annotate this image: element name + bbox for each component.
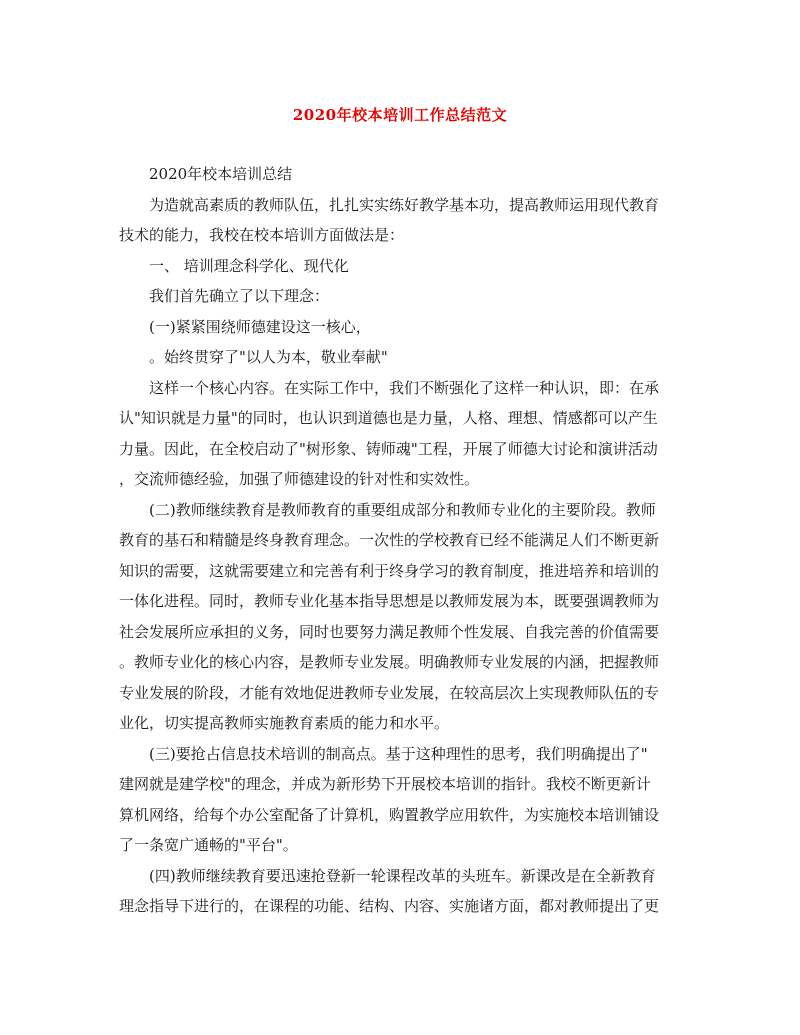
text-line: ，交流师德经验，加强了师德建设的针对性和实效性。 — [119, 470, 480, 488]
text-line: 一体化进程。同时，教师专业化基本指导思想是以教师发展为本，既要强调教师为 — [119, 592, 660, 610]
text-line: (二)教师继续教育是教师教育的重要组成部分和教师专业化的主要阶段。教师 — [149, 500, 656, 519]
text-line: 建网就是建学校"的理念，并成为新形势下开展校本培训的指针。我校不断更新计 — [119, 775, 651, 793]
text-line: 这样一个核心内容。在实际工作中，我们不断强化了这样一种认识，即：在承 — [149, 378, 660, 397]
text-line: (三)要抢占信息技术培训的制高点。基于这种理性的思考，我们明确提出了" — [149, 744, 648, 763]
text-line: 业化，切实提高教师实施教育素质的能力和水平。 — [119, 714, 450, 732]
text-line: 算机网络，给每个办公室配备了计算机，购置教学应用软件，为实施校本培训铺设 — [119, 805, 660, 824]
text-line: 力量。因此，在全校启动了"树形象、铸师魂"工程，开展了师德大讨论和演讲活动 — [119, 439, 658, 458]
text-line: 技术的能力，我校在校本培训方面做法是： — [119, 226, 405, 244]
text-line: 我们首先确立了以下理念： — [149, 287, 330, 305]
text-line: (一)紧紧围绕师德建设这一核心， — [149, 317, 371, 336]
text-line: 一、 培训理念科学化、现代化 — [149, 256, 349, 275]
text-line: 专业发展的阶段，才能有效地促进教师专业发展，在较高层次上实现教师队伍的专 — [119, 683, 660, 702]
text-line: 2020年校本培训总结 — [149, 165, 293, 183]
text-line: 。教师专业化的核心内容，是教师专业发展。明确教师专业发展的内涵，把握教师 — [119, 653, 660, 671]
text-line: 了一条宽广通畅的"平台"。 — [119, 836, 298, 854]
page-title: 2020年校本培训工作总结范文 — [292, 106, 508, 124]
text-line: (四)教师继续教育要迅速抢登新一轮课程改革的头班车。新课改是在全新教育 — [149, 866, 656, 885]
document-body — [119, 159, 685, 922]
text-line: 。始终贯穿了"以人为本，敬业奉献" — [149, 348, 388, 366]
text-line: 知识的需要，这就需要建立和完善有利于终身学习的教育制度，推进培养和培训的 — [119, 561, 660, 580]
text-line: 为造就高素质的教师队伍，扎扎实实练好教学基本功，提高教师运用现代教育 — [149, 195, 660, 214]
text-line: 教育的基石和精髓是终身教育理念。一次性的学校教育已经不能满足人们不断更新 — [119, 531, 660, 549]
text-line: 社会发展所应承担的义务，同时也要努力满足教师个性发展、自我完善的价值需要 — [119, 622, 660, 641]
text-line: 理念指导下进行的，在课程的功能、结构、内容、实施诸方面，都对教师提出了更 — [119, 897, 660, 915]
text-line: 认"知识就是力量"的同时，也认识到道德也是力量，人格、理想、情感都可以产生 — [119, 409, 658, 427]
